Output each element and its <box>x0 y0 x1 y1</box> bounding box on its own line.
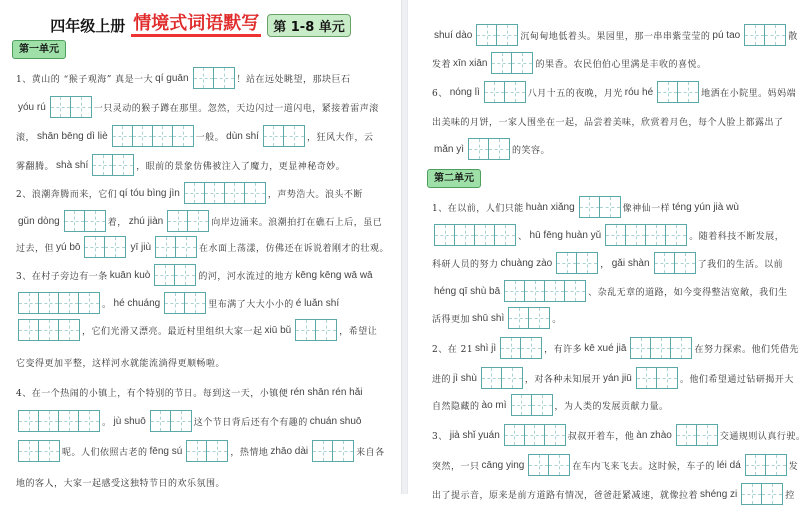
pinyin-prompt: chuán shuō <box>309 415 362 427</box>
tianzige-cell[interactable] <box>59 411 79 431</box>
tianzige-cell[interactable] <box>19 320 39 340</box>
sentence-text: ，对各种未知展开 <box>524 374 601 385</box>
sentence-text: ，它们光滑又漂亮。最近村里组织大家一起 <box>82 326 263 337</box>
sentence-text: 的笑容。 <box>512 145 551 156</box>
pinyin-prompt: hé chuáng <box>113 297 161 309</box>
pinyin-prompt: gǔn dòng <box>18 215 60 227</box>
pinyin-prompt: kē xué jiā <box>584 342 627 354</box>
exercise-line <box>432 224 784 246</box>
tianzige-cell[interactable] <box>264 126 284 146</box>
tianzige-cell[interactable] <box>565 281 585 301</box>
tianzige-cell[interactable] <box>746 455 766 475</box>
sentence-text: 一只灵动的猴子蹲在那里。忽然，天边闪过一道闪电，紧接着雷声滚 <box>93 103 379 114</box>
sentence-text: ，眼前的景象仿佛被注入了魔力，更显神秘奇妙。 <box>136 161 346 172</box>
sentence-text: 过去，但 <box>16 243 55 254</box>
pinyin-prompt: xiū bǔ <box>264 324 292 336</box>
tianzige-cell[interactable] <box>545 425 565 445</box>
tianzige-cell[interactable] <box>477 25 497 45</box>
grade-label: 四年级上册 <box>50 16 126 35</box>
tianzige-cell[interactable] <box>156 237 176 257</box>
answer-grid-boxes[interactable] <box>744 24 786 46</box>
pinyin-prompt: cāng ying <box>481 459 525 471</box>
sentence-text: 着， <box>107 217 127 228</box>
sentence-text: 进的 <box>432 374 452 385</box>
pinyin-prompt: chuàng zào <box>500 257 553 269</box>
sentence-text: 、杂乱无章的道路，如今变得整洁宽敞，我们生 <box>588 287 788 298</box>
sentence-text: 里布满了大大小小的 <box>208 299 294 310</box>
tianzige-cell[interactable] <box>505 281 525 301</box>
exercise-line <box>16 410 364 432</box>
pinyin-prompt: hū fēng huàn yǔ <box>529 229 602 241</box>
tianzige-cell[interactable] <box>512 53 532 73</box>
tianzige-cell[interactable] <box>742 484 762 504</box>
tianzige-cell[interactable] <box>657 368 677 388</box>
pinyin-prompt: shì jì <box>475 342 497 354</box>
sentence-text: ，希望让 <box>339 326 378 337</box>
tianzige-cell[interactable] <box>105 237 125 257</box>
tianzige-cell[interactable] <box>495 225 515 245</box>
answer-grid-boxes[interactable] <box>18 319 80 341</box>
pinyin-prompt: shà shí <box>56 159 89 171</box>
answer-grid-boxes[interactable] <box>18 440 60 462</box>
pinyin-prompt: àn zhào <box>636 429 672 441</box>
tianzige-cell[interactable] <box>205 183 225 203</box>
answer-grid-boxes[interactable] <box>18 410 100 432</box>
answer-grid-boxes[interactable] <box>500 337 542 359</box>
tianzige-cell[interactable] <box>678 82 698 102</box>
exercise-line <box>16 182 363 204</box>
tianzige-cell[interactable] <box>475 225 495 245</box>
tianzige-cell[interactable] <box>79 411 99 431</box>
sentence-text: 自然隐藏的 <box>432 401 480 412</box>
answer-grid-boxes[interactable] <box>491 52 533 74</box>
sentence-text: 的果香。农民伯伯心里满是丰收的喜悦。 <box>535 59 707 70</box>
tianzige-cell[interactable] <box>497 25 517 45</box>
tianzige-cell[interactable] <box>71 97 91 117</box>
sentence-text: 滚， <box>16 132 36 143</box>
answer-grid-boxes[interactable] <box>295 319 337 341</box>
tianzige-cell[interactable] <box>658 82 678 102</box>
tianzige-cell[interactable] <box>296 320 316 340</box>
tianzige-cell[interactable] <box>59 293 79 313</box>
exercise-line <box>432 24 798 46</box>
pinyin-prompt: shān bēng dì liè <box>37 130 108 142</box>
sentence-text: 3、 <box>432 431 448 442</box>
tianzige-cell[interactable] <box>485 82 505 102</box>
exercise-line <box>432 110 784 132</box>
tianzige-cell[interactable] <box>469 139 489 159</box>
pinyin-prompt: qí guān <box>155 72 189 84</box>
sentence-text: 、 <box>518 231 528 242</box>
sentence-text: 它变得更加平整，这样河水就能流淌得更顺畅啦。 <box>16 358 226 369</box>
tianzige-cell[interactable] <box>502 368 522 388</box>
exercise-line <box>432 307 562 329</box>
answer-grid-boxes[interactable] <box>676 424 718 446</box>
answer-grid-boxes[interactable] <box>434 224 516 246</box>
answer-grid-boxes[interactable] <box>504 424 566 446</box>
tianzige-cell[interactable] <box>113 155 133 175</box>
tianzige-cell[interactable] <box>175 265 195 285</box>
tianzige-cell[interactable] <box>207 441 227 461</box>
exercise-line <box>16 67 351 89</box>
sentence-text: 6、 <box>432 88 448 99</box>
answer-grid-boxes[interactable] <box>50 96 92 118</box>
sentence-text: 在水面上荡漾，仿佛还在诉说着刚才的壮观。 <box>199 243 390 254</box>
tianzige-cell[interactable] <box>606 225 626 245</box>
tianzige-cell[interactable] <box>214 68 234 88</box>
sentence-text: 。 <box>102 299 112 310</box>
pinyin-prompt: jì shù <box>453 372 477 384</box>
tianzige-cell[interactable] <box>651 338 671 358</box>
tianzige-cell[interactable] <box>529 308 549 328</box>
answer-grid-boxes[interactable] <box>64 210 106 232</box>
sentence-text: 八月十五的夜晚，月光 <box>527 88 623 99</box>
answer-grid-boxes[interactable] <box>579 196 621 218</box>
sentence-text: 3、在村子旁边有一条 <box>16 271 108 282</box>
pinyin-prompt: shéng zi <box>700 488 738 500</box>
exercise-line <box>16 292 341 314</box>
tianzige-cell[interactable] <box>631 338 651 358</box>
pinyin-prompt: dùn shí <box>226 130 259 142</box>
pinyin-prompt: qí tóu bìng jìn <box>119 187 180 199</box>
tianzige-cell[interactable] <box>93 155 113 175</box>
exercise-line <box>432 367 794 389</box>
unit-1-badge: 第一单元 <box>12 40 66 59</box>
pinyin-prompt: yóu rú <box>18 101 46 113</box>
exercise-line <box>16 236 389 258</box>
tianzige-cell[interactable] <box>489 139 509 159</box>
exercise-line <box>432 483 795 505</box>
exercise-line <box>16 264 375 286</box>
sentence-text: ，有许多 <box>544 344 583 355</box>
tianzige-cell[interactable] <box>525 425 545 445</box>
pinyin-prompt: róu hé <box>624 86 654 98</box>
tianzige-cell[interactable] <box>501 338 521 358</box>
sentence-text: 向岸边涌来。浪潮拍打在礁石上后，虽已 <box>211 217 383 228</box>
exercise-line <box>16 210 382 232</box>
tianzige-cell[interactable] <box>762 484 782 504</box>
pinyin-prompt: zhāo dài <box>270 445 309 457</box>
exercise-line <box>432 280 788 302</box>
tianzige-cell[interactable] <box>19 441 39 461</box>
tianzige-cell[interactable] <box>745 25 765 45</box>
sentence-text: 活得更加 <box>432 314 471 325</box>
tianzige-cell[interactable] <box>79 293 99 313</box>
pinyin-prompt: nóng lì <box>449 86 480 98</box>
answer-grid-boxes[interactable] <box>556 252 598 274</box>
sentence-text: 一般。 <box>195 132 225 143</box>
tianzige-cell[interactable] <box>59 320 79 340</box>
worksheet-main-title: 情境式词语默写 <box>131 14 261 37</box>
sentence-text: 地洒在小院里。妈妈端 <box>701 88 797 99</box>
pinyin-prompt: mǎn yì <box>434 143 465 155</box>
answer-grid-boxes[interactable] <box>184 182 266 204</box>
tianzige-cell[interactable] <box>39 441 59 461</box>
answer-grid-boxes[interactable] <box>312 440 354 462</box>
exercise-line <box>432 252 783 274</box>
exercise-line <box>432 337 799 359</box>
tianzige-cell[interactable] <box>557 253 577 273</box>
tianzige-cell[interactable] <box>153 126 173 146</box>
answer-grid-boxes[interactable] <box>263 125 305 147</box>
answer-grid-boxes[interactable] <box>741 483 783 505</box>
exercise-line <box>16 319 377 341</box>
sentence-text: ！站在远处眺望，那块巨石 <box>236 74 351 85</box>
tianzige-cell[interactable] <box>85 211 105 231</box>
tianzige-cell[interactable] <box>313 441 333 461</box>
tianzige-cell[interactable] <box>245 183 265 203</box>
sentence-text: ，为人类的发展贡献力量。 <box>554 401 669 412</box>
answer-grid-boxes[interactable] <box>504 280 586 302</box>
tianzige-cell[interactable] <box>482 368 502 388</box>
answer-grid-boxes[interactable] <box>84 236 126 258</box>
pinyin-prompt: shuí dào <box>434 29 473 41</box>
tianzige-cell[interactable] <box>766 455 786 475</box>
sentence-text: 的河，河水流过的地方 <box>198 271 294 282</box>
sentence-text: ，狂风大作，云 <box>306 132 374 143</box>
sentence-text: 在努力探索。他们凭借先 <box>694 344 799 355</box>
pinyin-prompt: ào mì <box>481 399 507 411</box>
tianzige-cell[interactable] <box>168 211 188 231</box>
tianzige-cell[interactable] <box>51 97 71 117</box>
pinyin-prompt: kēng kēng wā wā <box>295 269 373 281</box>
pinyin-prompt: léi dá <box>716 459 741 471</box>
tianzige-cell[interactable] <box>492 53 512 73</box>
sentence-text: ， <box>600 259 610 270</box>
answer-grid-boxes[interactable] <box>630 337 692 359</box>
answer-grid-boxes[interactable] <box>155 236 197 258</box>
pinyin-prompt: kuān kuò <box>109 269 151 281</box>
pinyin-prompt: yán jiū <box>602 372 632 384</box>
pinyin-prompt: fēng sú <box>149 445 183 457</box>
exercise-line <box>432 424 805 446</box>
tianzige-cell[interactable] <box>646 225 666 245</box>
answer-grid-boxes[interactable] <box>508 307 550 329</box>
sentence-text: 来自各 <box>356 447 385 458</box>
answer-grid-boxes[interactable] <box>636 367 678 389</box>
pinyin-prompt: shū shì <box>472 312 505 324</box>
tianzige-cell[interactable] <box>677 425 697 445</box>
sentence-text: 科研人员的努力 <box>432 259 499 270</box>
pinyin-prompt: pú tao <box>712 29 741 41</box>
exercise-line <box>16 154 345 176</box>
sentence-text: 像神仙一样 <box>622 203 671 214</box>
exercise-line <box>16 96 379 118</box>
tianzige-cell[interactable] <box>505 82 525 102</box>
pinyin-prompt: jù shuō <box>113 415 146 427</box>
answer-grid-boxes[interactable] <box>18 292 100 314</box>
pinyin-prompt: héng qī shù bā <box>434 285 501 297</box>
tianzige-cell[interactable] <box>626 225 646 245</box>
exercise-line <box>16 471 225 493</box>
exercise-line <box>16 440 385 462</box>
sentence-text: 发 <box>788 461 799 472</box>
sentence-text: 沉甸甸地低着头。果园里，那一串串紫莹莹的 <box>520 31 711 42</box>
sentence-text: 在车内飞来飞去。这时候，车子的 <box>572 461 715 472</box>
sentence-text: 出了提示音，原来是前方道路有情况，爸爸赶紧减速，就像拉着 <box>432 490 699 501</box>
answer-grid-boxes[interactable] <box>528 454 570 476</box>
answer-grid-boxes[interactable] <box>150 410 192 432</box>
tianzige-cell[interactable] <box>188 211 208 231</box>
sentence-text: 2、浪潮奔腾而来，它们 <box>16 189 118 200</box>
exercise-line <box>432 394 669 416</box>
tianzige-cell[interactable] <box>577 253 597 273</box>
sentence-text: 。他们希望通过钻研揭开大 <box>679 374 794 385</box>
answer-grid-boxes[interactable] <box>92 154 134 176</box>
tianzige-cell[interactable] <box>580 197 600 217</box>
tianzige-cell[interactable] <box>113 126 133 146</box>
exercise-line <box>432 138 550 160</box>
sentence-text: 。随着科技不断发展， <box>689 231 785 242</box>
tianzige-cell[interactable] <box>545 281 565 301</box>
pinyin-prompt: yú bō <box>56 241 81 253</box>
sentence-text: 控 <box>785 490 795 501</box>
pinyin-prompt: é luǎn shí <box>295 297 340 309</box>
sentence-text: 雾翻腾。 <box>16 161 55 172</box>
tianzige-cell[interactable] <box>133 126 153 146</box>
answer-grid-boxes[interactable] <box>484 81 526 103</box>
exercise-line <box>432 81 796 103</box>
tianzige-cell[interactable] <box>505 425 525 445</box>
sentence-text: 1、黄山的 “猴子观海” 真是一大 <box>16 74 154 85</box>
sentence-text: 交通规则认真行驶。 <box>719 431 805 442</box>
tianzige-cell[interactable] <box>525 281 545 301</box>
tianzige-cell[interactable] <box>675 253 695 273</box>
pinyin-prompt: jià shǐ yuán <box>449 429 500 441</box>
sentence-text: 4、在一个热闹的小镇上，有个特别的节日。每到这一天，小镇便 <box>16 388 289 399</box>
sentence-text: 。 <box>552 314 562 325</box>
pinyin-prompt: rén shān rén hǎi <box>290 386 363 398</box>
answer-grid-boxes[interactable] <box>657 81 699 103</box>
tianzige-cell[interactable] <box>39 293 59 313</box>
unit-2-badge: 第二单元 <box>427 169 481 188</box>
tianzige-cell[interactable] <box>671 338 691 358</box>
tianzige-cell[interactable] <box>532 395 552 415</box>
exercise-line <box>432 454 798 476</box>
tianzige-cell[interactable] <box>316 320 336 340</box>
answer-grid-boxes[interactable] <box>476 24 518 46</box>
unit-range-badge: 第 1-8 单元 <box>267 14 351 37</box>
tianzige-cell[interactable] <box>765 25 785 45</box>
exercise-line <box>432 52 707 74</box>
tianzige-cell[interactable] <box>187 441 207 461</box>
sentence-text: 叔叔开着车，他 <box>567 431 635 442</box>
exercise-line <box>16 381 365 403</box>
sentence-text: 出美味的月饼，一家人围坐在一起，品尝着美味，欣赏着月色，每个人脸上都露出了 <box>432 117 784 128</box>
sentence-text: 突然，一只 <box>432 461 480 472</box>
pinyin-prompt: gǎi shàn <box>611 257 650 269</box>
pinyin-prompt: yī jiù <box>130 241 152 253</box>
tianzige-cell[interactable] <box>185 183 205 203</box>
tianzige-cell[interactable] <box>65 211 85 231</box>
tianzige-cell[interactable] <box>151 411 171 431</box>
sentence-text: 2、在 21 <box>432 344 474 355</box>
tianzige-cell[interactable] <box>225 183 245 203</box>
worksheet-page-right <box>408 0 805 501</box>
tianzige-cell[interactable] <box>19 293 39 313</box>
tianzige-cell[interactable] <box>521 338 541 358</box>
tianzige-cell[interactable] <box>549 455 569 475</box>
tianzige-cell[interactable] <box>637 368 657 388</box>
tianzige-cell[interactable] <box>529 455 549 475</box>
answer-grid-boxes[interactable] <box>605 224 687 246</box>
answer-grid-boxes[interactable] <box>154 264 196 286</box>
tianzige-cell[interactable] <box>600 197 620 217</box>
tianzige-cell[interactable] <box>697 425 717 445</box>
sentence-text: ，热情地 <box>230 447 269 458</box>
tianzige-cell[interactable] <box>173 126 193 146</box>
tianzige-cell[interactable] <box>171 411 191 431</box>
tianzige-cell[interactable] <box>39 320 59 340</box>
tianzige-cell[interactable] <box>512 395 532 415</box>
tianzige-cell[interactable] <box>176 237 196 257</box>
answer-grid-boxes[interactable] <box>186 440 228 462</box>
tianzige-cell[interactable] <box>333 441 353 461</box>
sentence-text: 这个节日背后还有个有趣的 <box>193 417 308 428</box>
sentence-text: 发着 <box>432 59 452 70</box>
tianzige-cell[interactable] <box>19 411 39 431</box>
worksheet-page-left <box>0 0 401 494</box>
exercise-line <box>16 351 225 373</box>
pinyin-prompt: huàn xiǎng <box>525 201 575 213</box>
sentence-text: 1、在以前，人们只能 <box>432 203 524 214</box>
sentence-text: 地的客人，大家一起感受这独特节日的欢乐氛围。 <box>16 478 226 489</box>
tianzige-cell[interactable] <box>435 225 455 245</box>
sentence-text: 。 <box>102 417 112 428</box>
answer-grid-boxes[interactable] <box>654 252 696 274</box>
tianzige-cell[interactable] <box>165 293 185 313</box>
answer-grid-boxes[interactable] <box>164 292 206 314</box>
pinyin-prompt: zhú jiàn <box>128 215 164 227</box>
tianzige-cell[interactable] <box>284 126 304 146</box>
pinyin-prompt: xīn xiān <box>453 57 488 69</box>
page-divider <box>401 0 408 494</box>
pinyin-prompt: téng yún jià wù <box>672 201 739 213</box>
tianzige-cell[interactable] <box>155 265 175 285</box>
answer-grid-boxes[interactable] <box>511 394 553 416</box>
tianzige-cell[interactable] <box>666 225 686 245</box>
answer-grid-boxes[interactable] <box>167 210 209 232</box>
exercise-line <box>16 125 373 147</box>
sentence-text: ，声势浩大。浪头不断 <box>267 189 363 200</box>
answer-grid-boxes[interactable] <box>481 367 523 389</box>
tianzige-cell[interactable] <box>509 308 529 328</box>
sentence-text: 呢。人们依照古老的 <box>62 447 148 458</box>
tianzige-cell[interactable] <box>194 68 214 88</box>
tianzige-cell[interactable] <box>85 237 105 257</box>
sentence-text: 散 <box>788 31 798 42</box>
tianzige-cell[interactable] <box>185 293 205 313</box>
answer-grid-boxes[interactable] <box>112 125 194 147</box>
worksheet-title <box>0 12 401 38</box>
exercise-line <box>432 196 741 218</box>
answer-grid-boxes[interactable] <box>468 138 510 160</box>
tianzige-cell[interactable] <box>39 411 59 431</box>
answer-grid-boxes[interactable] <box>745 454 787 476</box>
tianzige-cell[interactable] <box>655 253 675 273</box>
sentence-text: 了我们的生活。以前 <box>697 259 784 270</box>
answer-grid-boxes[interactable] <box>193 67 235 89</box>
tianzige-cell[interactable] <box>455 225 475 245</box>
